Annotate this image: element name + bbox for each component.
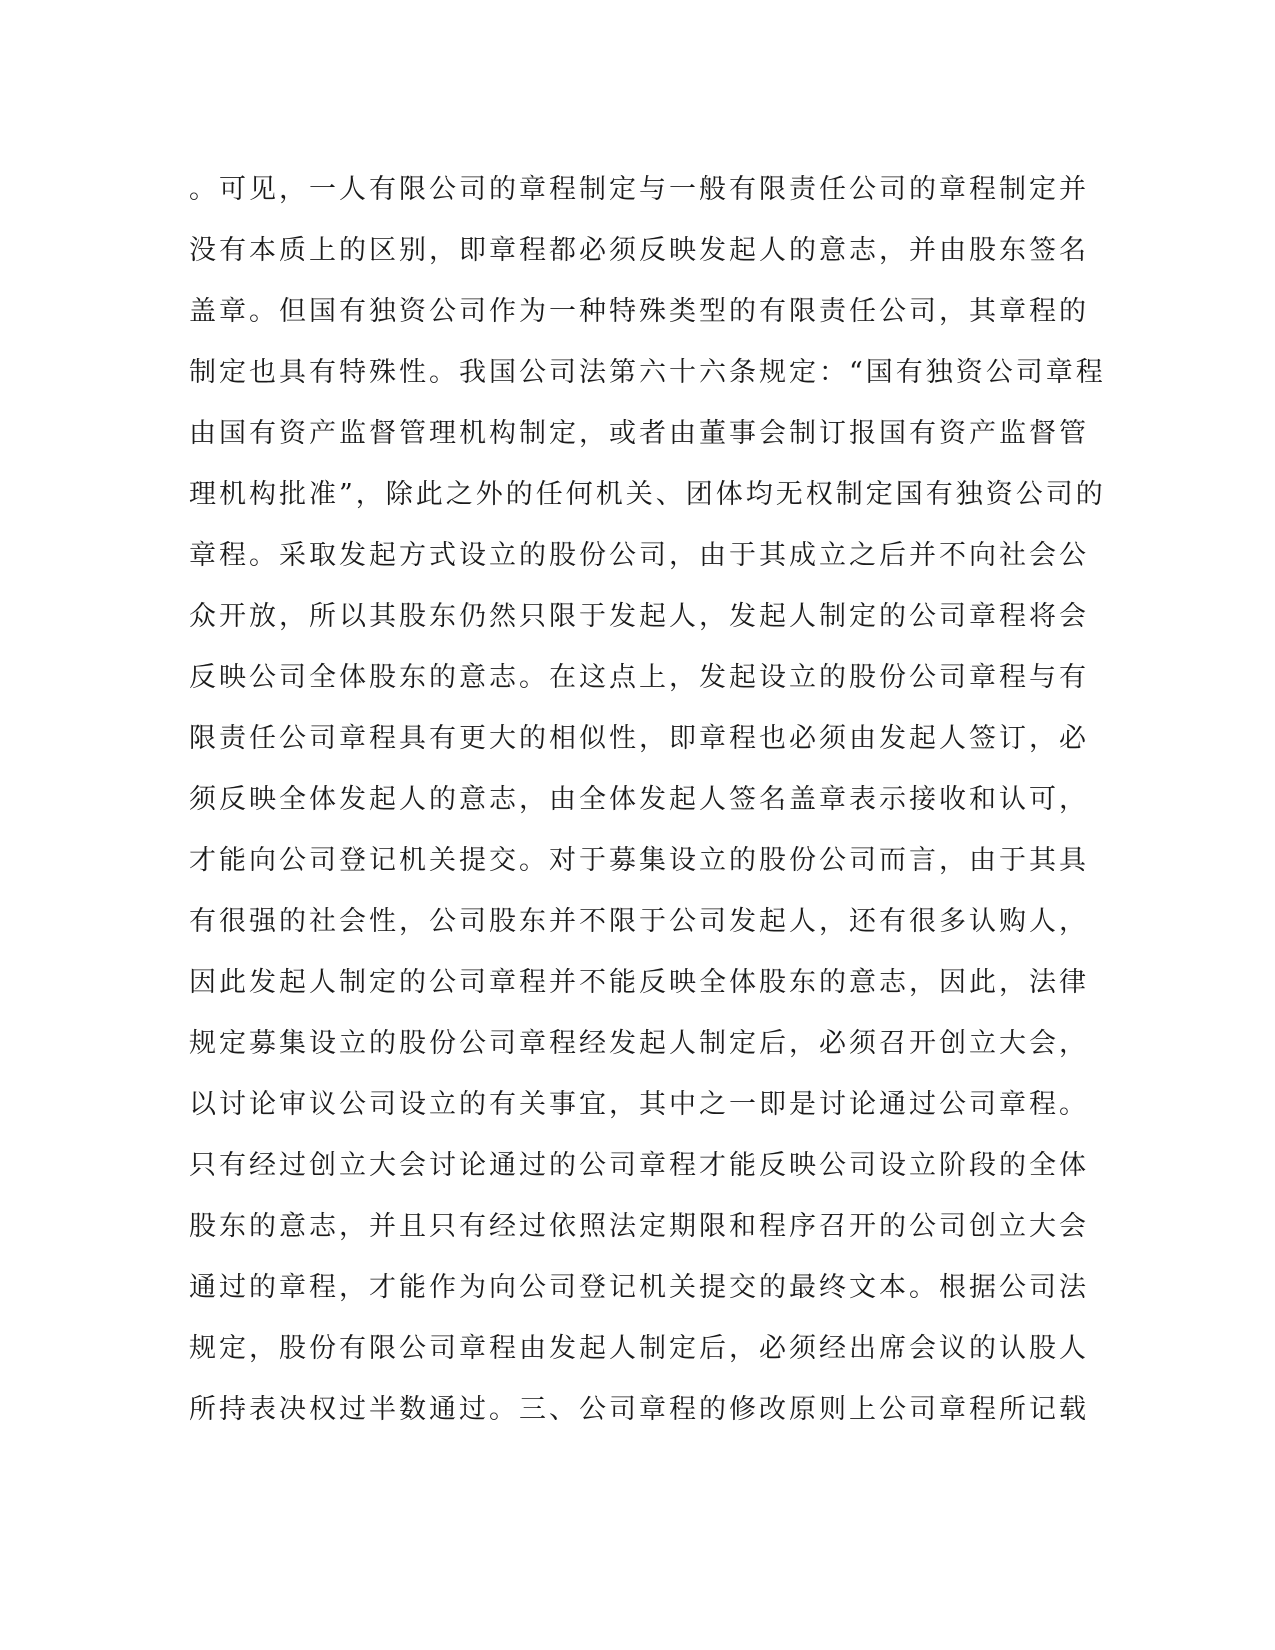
text-line: 有很强的社会性，公司股东并不限于公司发起人，还有很多认购人， [189, 906, 1089, 937]
text-line: 反映公司全体股东的意志。在这点上，发起设立的股份公司章程与有 [189, 662, 1089, 693]
text-line: 由国有资产监督管理机构制定，或者由董事会制订报国有资产监督管 [189, 418, 1089, 449]
text-line: 所持表决权过半数通过。三、公司章程的修改原则上公司章程所记载 [189, 1394, 1089, 1425]
text-line: 制定也具有特殊性。我国公司法第六十六条规定：“国有独资公司章程 [189, 357, 1106, 388]
text-line: 理机构批准”，除此之外的任何机关、团体均无权制定国有独资公司的 [189, 479, 1106, 510]
text-line: 章程。采取发起方式设立的股份公司，由于其成立之后并不向社会公 [189, 540, 1089, 571]
text-line: 只有经过创立大会讨论通过的公司章程才能反映公司设立阶段的全体 [189, 1150, 1089, 1181]
text-line: 须反映全体发起人的意志，由全体发起人签名盖章表示接收和认可， [189, 784, 1089, 815]
text-line: 没有本质上的区别，即章程都必须反映发起人的意志，并由股东签名 [189, 235, 1089, 266]
text-line: 限责任公司章程具有更大的相似性，即章程也必须由发起人签订，必 [189, 723, 1089, 754]
body-text [189, 159, 1106, 1440]
text-line: 才能向公司登记机关提交。对于募集设立的股份公司而言，由于其具 [189, 845, 1089, 876]
text-line: 众开放，所以其股东仍然只限于发起人，发起人制定的公司章程将会 [189, 601, 1089, 632]
text-line: 规定募集设立的股份公司章程经发起人制定后，必须召开创立大会， [189, 1028, 1089, 1059]
text-line: 以讨论审议公司设立的有关事宜，其中之一即是讨论通过公司章程。 [189, 1089, 1089, 1120]
text-line: 盖章。但国有独资公司作为一种特殊类型的有限责任公司，其章程的 [189, 296, 1089, 327]
text-line: 因此发起人制定的公司章程并不能反映全体股东的意志，因此，法律 [189, 967, 1089, 998]
text-line: 股东的意志，并且只有经过依照法定期限和程序召开的公司创立大会 [189, 1211, 1089, 1242]
text-line: 。可见，一人有限公司的章程制定与一般有限责任公司的章程制定并 [189, 174, 1089, 205]
text-line: 通过的章程，才能作为向公司登记机关提交的最终文本。根据公司法 [189, 1272, 1089, 1303]
text-line: 规定，股份有限公司章程由发起人制定后，必须经出席会议的认股人 [189, 1333, 1089, 1364]
